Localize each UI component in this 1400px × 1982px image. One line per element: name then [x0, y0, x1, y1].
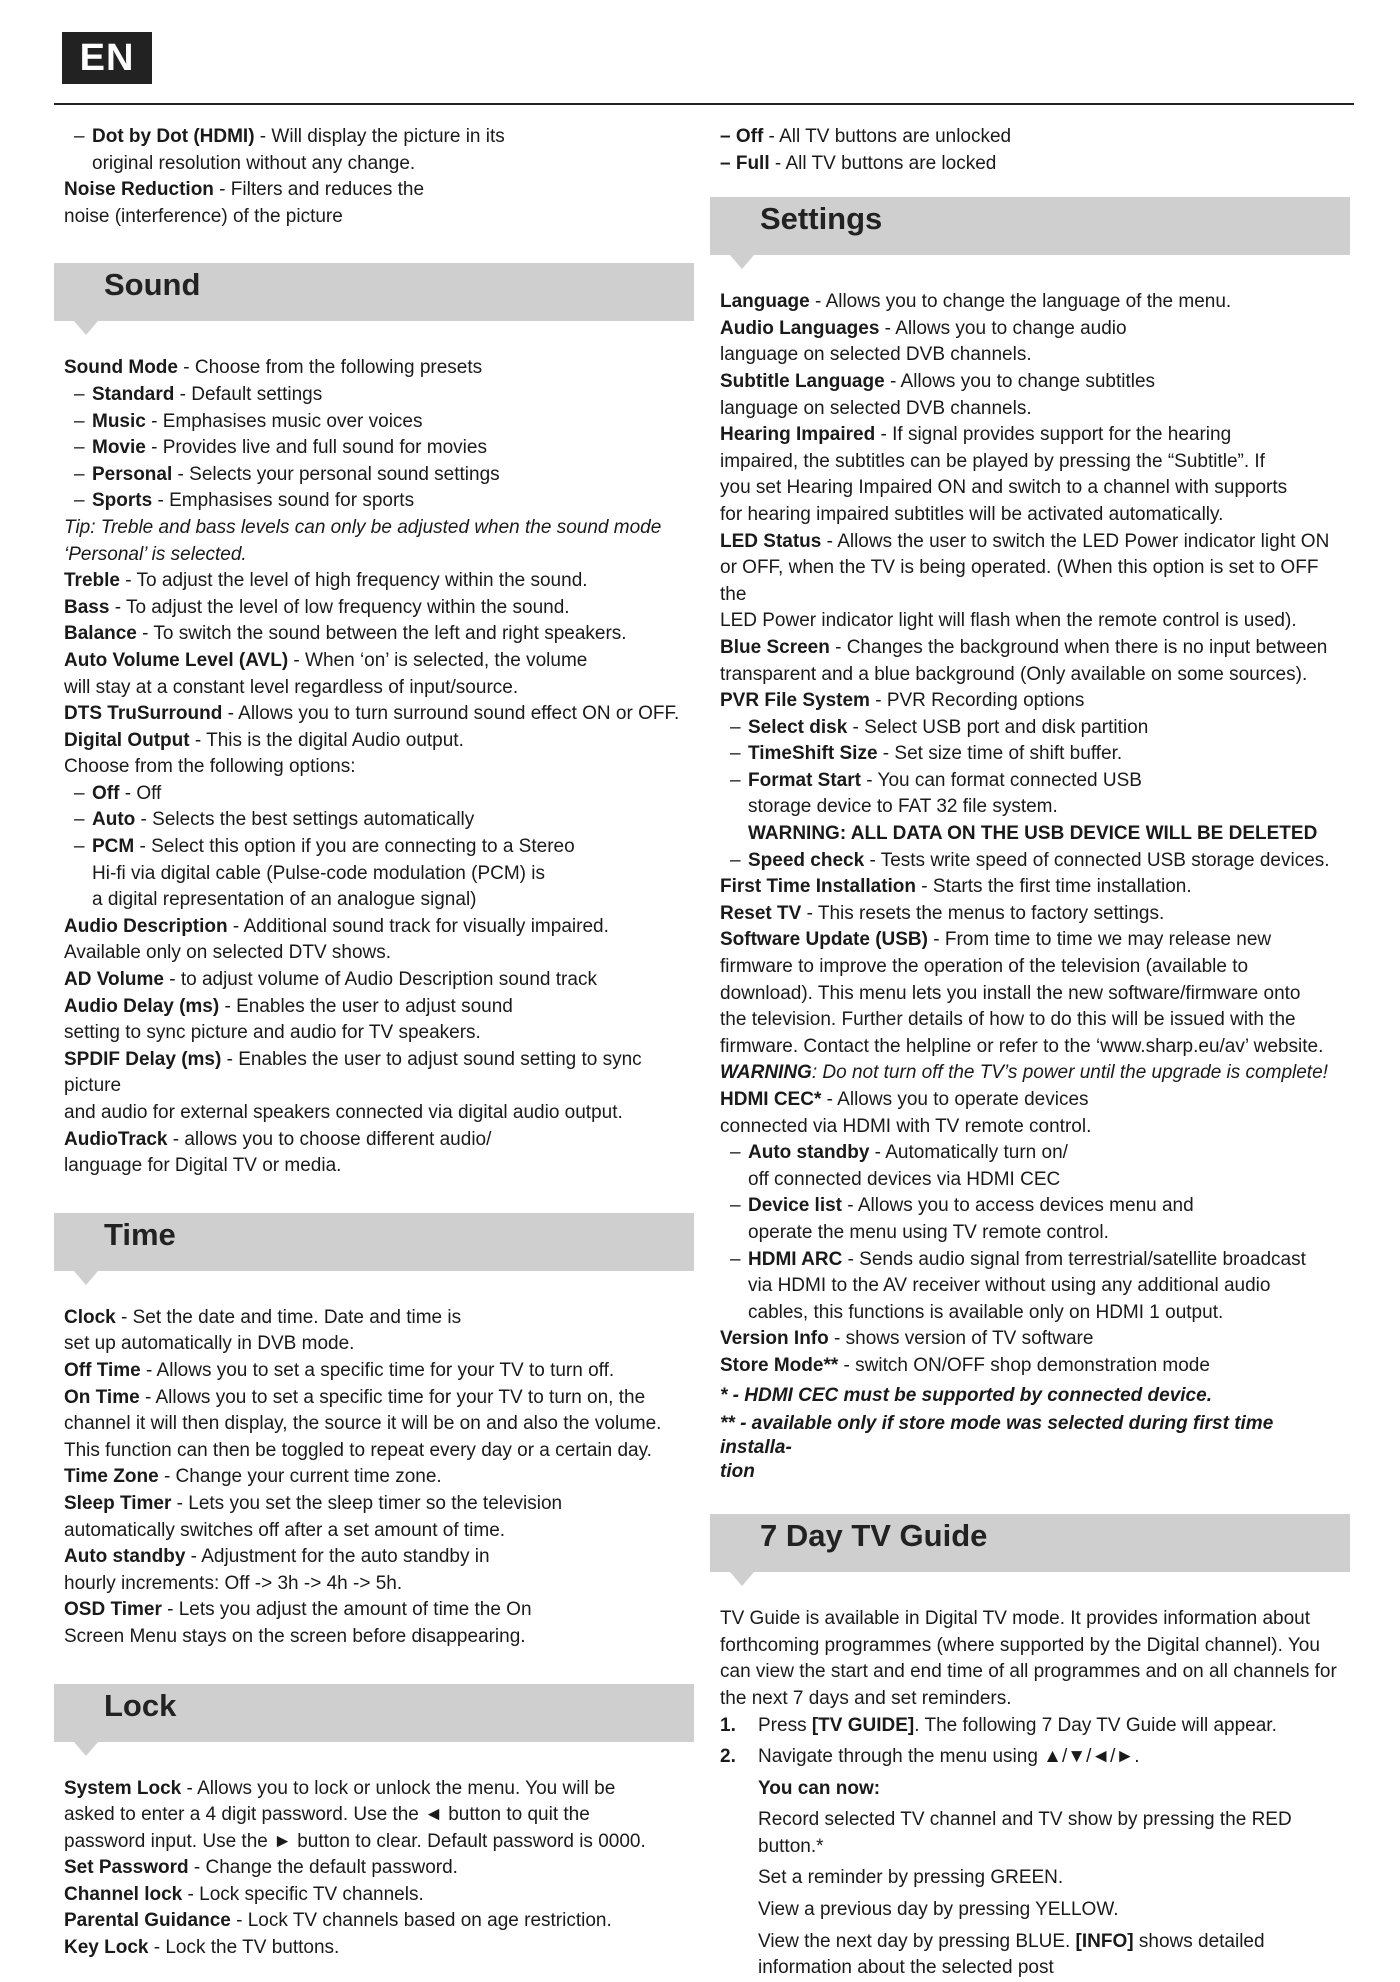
- step-1: 1. Press [TV GUIDE]. The following 7 Day TV Guide will appear.: [720, 1714, 1277, 1736]
- header-rule: [54, 103, 1354, 105]
- paragraph-cont: language on selected DVB channels.: [720, 397, 1032, 419]
- paragraph-cont: the television. Further details of how to do this will be issued with the: [720, 1009, 1296, 1031]
- paragraph-cont: automatically switches off after a set amount of time.: [64, 1519, 506, 1541]
- paragraph: On Time - Allows you to set a specific time for your TV to turn on, the: [64, 1386, 646, 1408]
- paragraph: Auto Volume Level (AVL) - When ‘on’ is selected, the volume: [64, 649, 588, 671]
- guide-line: information about the selected post: [758, 1957, 1054, 1979]
- list-item-cont: off connected devices via HDMI CEC: [748, 1168, 1061, 1190]
- paragraph: First Time Installation - Starts the first time installation.: [720, 876, 1192, 898]
- list-item: – Auto standby - Automatically turn on/: [730, 1142, 1068, 1164]
- paragraph-cont: you set Hearing Impaired ON and switch to a channel with supports: [720, 477, 1288, 499]
- paragraph: System Lock - Allows you to lock or unlock the menu. You will be: [64, 1777, 616, 1799]
- list-item-cont: Hi-fi via digital cable (Pulse-code modulation (PCM) is: [92, 862, 546, 884]
- paragraph: Language - Allows you to change the language of the menu.: [720, 291, 1232, 313]
- paragraph: LED Status - Allows the user to switch the LED Power indicator light ON: [720, 530, 1330, 552]
- paragraph-cont: language for Digital TV or media.: [64, 1155, 342, 1177]
- paragraph: Reset TV - This resets the menus to factory settings.: [720, 902, 1165, 924]
- guide-subheading: You can now:: [758, 1777, 881, 1799]
- paragraph: Treble - To adjust the level of high frequency within the sound.: [64, 570, 588, 592]
- paragraph: TV Guide is available in Digital TV mode. It provides information about: [720, 1608, 1311, 1630]
- paragraph-cont: password input. Use the ► button to clear. Default password is 0000.: [64, 1830, 646, 1852]
- paragraph-cont: Screen Menu stays on the screen before disappearing.: [64, 1625, 526, 1647]
- paragraph: Time Zone - Change your current time zone.: [64, 1466, 442, 1488]
- list-item: – Dot by Dot (HDMI) - Will display the picture in its: [74, 126, 505, 147]
- section-title: Time: [104, 1216, 176, 1252]
- paragraph: Set Password - Change the default password.: [64, 1857, 458, 1879]
- left-column: [54, 124, 694, 1962]
- paragraph: Audio Languages - Allows you to change audio: [720, 317, 1127, 339]
- paragraph-cont: channel it will then display, the source it will be on and also the volume.: [64, 1413, 662, 1435]
- list-item: – Off - All TV buttons are unlocked: [720, 126, 1012, 147]
- list-item: – Format Start - You can format connected USB: [730, 769, 1142, 791]
- paragraph: Parental Guidance - Lock TV channels based on age restriction.: [64, 1910, 612, 1932]
- paragraph: Audio Description - Additional sound track for visually impaired.: [64, 915, 609, 937]
- paragraph-cont: connected via HDMI with TV remote control.: [720, 1115, 1092, 1137]
- usb-warning: WARNING: ALL DATA ON THE USB DEVICE WILL BE DELETED: [748, 823, 1318, 845]
- section-header-sound: [54, 263, 694, 321]
- footnote: ** - available only if store mode was selected during first time installa-: [720, 1413, 1274, 1459]
- paragraph-cont: for hearing impaired subtitles will be activated automatically.: [720, 503, 1224, 525]
- list-item: – Personal - Selects your personal sound settings: [74, 463, 500, 485]
- paragraph-cont: This function can then be toggled to repeat every day or a certain day.: [64, 1439, 652, 1461]
- paragraph: Clock - Set the date and time. Date and time is: [64, 1306, 462, 1328]
- guide-line: View a previous day by pressing YELLOW.: [758, 1899, 1119, 1921]
- paragraph: DTS TruSurround - Allows you to turn surround sound effect ON or OFF.: [64, 703, 680, 725]
- paragraph: Sleep Timer - Lets you set the sleep timer so the television: [64, 1492, 563, 1514]
- footnote: * - HDMI CEC must be supported by connected device.: [720, 1384, 1212, 1406]
- paragraph-cont: noise (interference) of the picture: [64, 205, 343, 227]
- paragraph: Off Time - Allows you to set a specific time for your TV to turn off.: [64, 1359, 615, 1381]
- paragraph-cont: Available only on selected DTV shows.: [64, 942, 392, 964]
- paragraph: forthcoming programmes (where supported by the Digital channel). You: [720, 1634, 1320, 1656]
- paragraph: Choose from the following options:: [64, 756, 356, 778]
- list-item-cont: original resolution without any change.: [92, 152, 416, 174]
- list-item-cont: storage device to FAT 32 file system.: [748, 796, 1058, 818]
- section-header-guide: [710, 1514, 1350, 1572]
- paragraph: Bass - To adjust the level of low frequency within the sound.: [64, 596, 570, 618]
- list-item-cont: cables, this functions is available only on HDMI 1 output.: [748, 1301, 1224, 1323]
- list-item: – Full - All TV buttons are locked: [720, 152, 997, 174]
- paragraph-cont: transparent and a blue background (Only available on some sources).: [720, 663, 1308, 685]
- paragraph-cont: firmware to improve the operation of the television (available to: [720, 956, 1249, 978]
- section-header-settings: [710, 197, 1350, 255]
- guide-line: Set a reminder by pressing GREEN.: [758, 1867, 1064, 1889]
- list-item: – Auto - Selects the best settings automatically: [74, 809, 475, 831]
- paragraph-cont: or OFF, when the TV is being operated. (When this option is set to OFF the: [720, 557, 1319, 605]
- list-item: – Sports - Emphasises sound for sports: [74, 490, 415, 512]
- paragraph: can view the start and end time of all programmes and on all channels for: [720, 1661, 1337, 1683]
- list-item: – Music - Emphasises music over voices: [74, 410, 423, 432]
- list-item: – Device list - Allows you to access devices menu and: [730, 1195, 1194, 1217]
- section-header-lock: [54, 1684, 694, 1742]
- paragraph: Version Info - shows version of TV software: [720, 1328, 1094, 1350]
- list-item: – TimeShift Size - Set size time of shift buffer.: [730, 743, 1123, 765]
- paragraph: PVR File System - PVR Recording options: [720, 690, 1085, 712]
- paragraph-cont: will stay at a constant level regardless of input/source.: [64, 676, 519, 698]
- list-item: – Movie - Provides live and full sound for movies: [74, 437, 487, 459]
- paragraph: Noise Reduction - Filters and reduces the: [64, 179, 425, 201]
- paragraph: Audio Delay (ms) - Enables the user to adjust sound: [64, 995, 513, 1017]
- list-item: – Speed check - Tests write speed of connected USB storage devices.: [730, 849, 1330, 871]
- guide-line: View the next day by pressing BLUE. [INFO] shows detailed: [758, 1930, 1265, 1952]
- section-title: Settings: [760, 201, 883, 237]
- list-item: – Off - Off: [74, 782, 162, 804]
- paragraph: Subtitle Language - Allows you to change subtitles: [720, 370, 1156, 392]
- paragraph: AudioTrack - allows you to choose different audio/: [64, 1128, 492, 1150]
- upgrade-warning: WARNING: Do not turn off the TV’s power until the upgrade is complete!: [720, 1062, 1328, 1084]
- tip-text: Tip: Treble and bass levels can only be adjusted when the sound mode: [64, 516, 662, 538]
- guide-line: Record selected TV channel and TV show by pressing the RED button.*: [758, 1809, 1292, 1857]
- paragraph: Channel lock - Lock specific TV channels.: [64, 1883, 424, 1905]
- list-item-cont: via HDMI to the AV receiver without using any additional audio: [748, 1275, 1271, 1297]
- paragraph-cont: firmware. Contact the helpline or refer to the ‘www.sharp.eu/av’ website.: [720, 1035, 1324, 1057]
- footnote-cont: tion: [720, 1461, 755, 1483]
- tip-text: ‘Personal’ is selected.: [64, 543, 247, 565]
- list-item-cont: operate the menu using TV remote control.: [748, 1221, 1109, 1243]
- paragraph: Digital Output - This is the digital Audio output.: [64, 729, 464, 751]
- paragraph-cont: asked to enter a 4 digit password. Use the ◄ button to quit the: [64, 1804, 590, 1826]
- paragraph: Auto standby - Adjustment for the auto standby in: [64, 1546, 490, 1568]
- paragraph: OSD Timer - Lets you adjust the amount of time the On: [64, 1599, 532, 1621]
- paragraph: Blue Screen - Changes the background when there is no input between: [720, 636, 1328, 658]
- paragraph: HDMI CEC* - Allows you to operate devices: [720, 1089, 1089, 1110]
- section-title: Lock: [104, 1687, 177, 1723]
- section-header-time: [54, 1213, 694, 1271]
- paragraph-cont: language on selected DVB channels.: [720, 344, 1032, 366]
- list-item: – Select disk - Select USB port and disk partition: [730, 716, 1149, 738]
- paragraph-cont: download). This menu lets you install the new software/firmware onto: [720, 982, 1301, 1004]
- section-title: 7 Day TV Guide: [760, 1518, 988, 1554]
- paragraph: SPDIF Delay (ms) - Enables the user to adjust sound setting to sync picture: [64, 1048, 642, 1097]
- paragraph-cont: setting to sync picture and audio for TV speakers.: [64, 1022, 481, 1044]
- paragraph: Store Mode** - switch ON/OFF shop demonstration mode: [720, 1354, 1210, 1376]
- language-badge: EN: [62, 32, 152, 84]
- paragraph-cont: and audio for external speakers connected via digital audio output.: [64, 1102, 623, 1123]
- list-item: – Standard - Default settings: [74, 383, 323, 405]
- list-item-cont: a digital representation of an analogue signal): [92, 889, 477, 911]
- paragraph-cont: impaired, the subtitles can be played by pressing the “Subtitle”. If: [720, 450, 1265, 472]
- paragraph: AD Volume - to adjust volume of Audio Description sound track: [64, 969, 597, 991]
- paragraph: Hearing Impaired - If signal provides support for the hearing: [720, 424, 1232, 446]
- paragraph-cont: hourly increments: Off -> 3h -> 4h -> 5h.: [64, 1572, 403, 1594]
- paragraph: Sound Mode - Choose from the following presets: [64, 357, 483, 379]
- paragraph-cont: LED Power indicator light will flash when the remote control is used).: [720, 610, 1297, 632]
- paragraph-cont: set up automatically in DVB mode.: [64, 1333, 355, 1355]
- paragraph: Balance - To switch the sound between the left and right speakers.: [64, 623, 627, 645]
- paragraph: Key Lock - Lock the TV buttons.: [64, 1937, 340, 1959]
- paragraph: the next 7 days and set reminders.: [720, 1687, 1012, 1709]
- list-item: – PCM - Select this option if you are connecting to a Stereo: [74, 836, 575, 858]
- section-title: Sound: [104, 267, 201, 303]
- list-item: – HDMI ARC - Sends audio signal from terrestrial/satellite broadcast: [730, 1248, 1306, 1270]
- right-column: [710, 124, 1350, 1982]
- step-2: 2. Navigate through the menu using ▲/▼/◄/►.: [720, 1746, 1140, 1768]
- paragraph: Software Update (USB) - From time to time we may release new: [720, 929, 1272, 951]
